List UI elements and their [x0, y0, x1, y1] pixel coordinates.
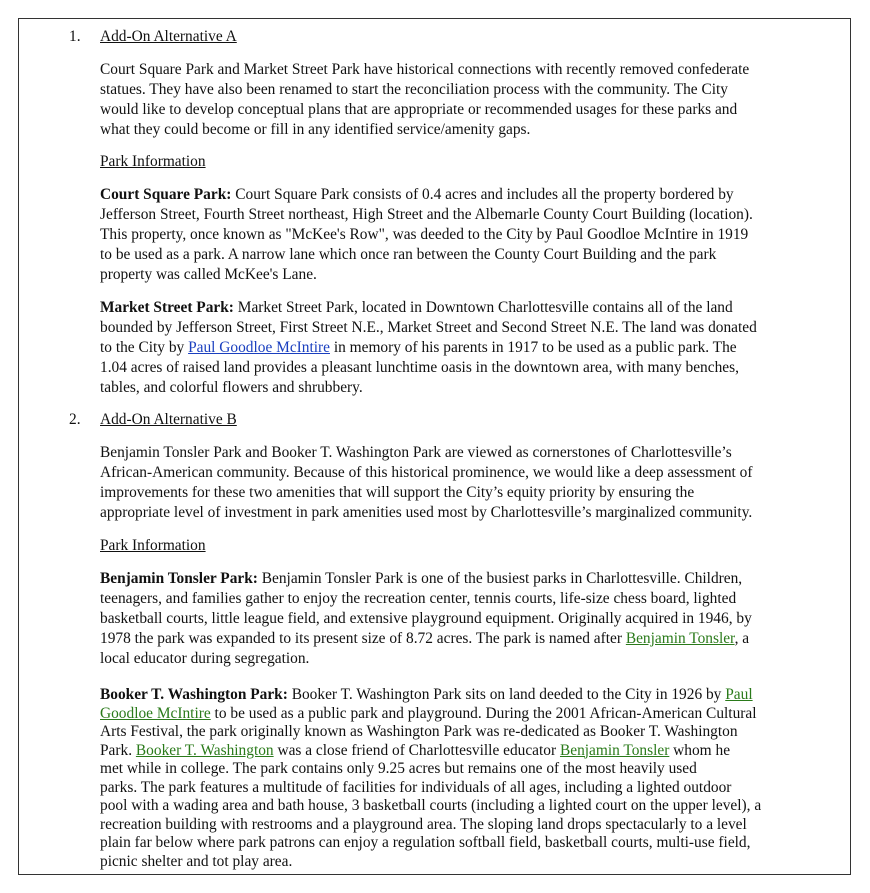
intro-line: improvements for these two amenities that will support the City’s equity priority by ensuring the [100, 484, 695, 501]
park-info-label-1 [100, 152, 800, 172]
paragraph-text: whom he [669, 741, 731, 759]
park-info-label-2 [100, 536, 800, 556]
item-1-heading [100, 27, 800, 47]
paragraph-line: recreation building with restrooms and a playground area. The sloping land drops spectacularly to a level [100, 815, 747, 833]
paragraph-text: 1978 the park was expanded to its present size of 8.72 acres. The park is named after [100, 630, 626, 647]
item-1-intro [100, 60, 800, 140]
market-street-park-name: Market Street Park: [100, 299, 234, 316]
item-1-number: 1. [69, 28, 81, 45]
paragraph-line: 1.04 acres of raised land provides a pleasant lunchtime oasis in the downtown area, with many benches, [100, 359, 739, 376]
intro-line: what they could become or fill in any identified service/amenity gaps. [100, 121, 531, 138]
intro-line: Benjamin Tonsler Park and Booker T. Washington Park are viewed as cornerstones of Charlottesville’s [100, 444, 732, 461]
paragraph-text: , a [734, 630, 750, 647]
paragraph-line: Arts Festival, the park originally known as Washington Park was re-dedicated as Booker T. Washington [100, 723, 738, 740]
paul-goodloe-mcintire-link[interactable]: Paul [725, 686, 753, 703]
item-2-number: 2. [69, 411, 81, 428]
paul-goodloe-mcintire-link-cont[interactable]: Goodloe McIntire [100, 704, 211, 722]
intro-line: appropriate level of investment in park amenities used most by Charlottesville’s marginalized community. [100, 504, 753, 521]
benjamin-tonsler-link[interactable]: Benjamin Tonsler [559, 741, 670, 759]
paragraph-text: Booker T. Washington Park sits on land deeded to the City in 1926 by [287, 686, 726, 703]
paragraph-line: basketball courts, little league field, and extensive playground equipment. Originally acquired in 1946, by [100, 610, 752, 627]
intro-line: would like to develop conceptual plans that are appropriate or recommended usages for these parks and [100, 101, 738, 118]
paragraph-text: to be used as a public park and playground. During the 2001 African-American Cultural [210, 704, 757, 722]
benjamin-tonsler-park-name: Benjamin Tonsler Park: [100, 570, 258, 587]
paragraph-line: picnic shelter and tot play area. [100, 852, 293, 870]
paragraph-text: Park. [100, 741, 136, 759]
paul-goodloe-mcintire-link[interactable]: Paul Goodloe McIntire [188, 339, 330, 356]
item-1-heading-text: Add-On Alternative A [100, 28, 237, 45]
paragraph-text: to the City by [100, 339, 189, 356]
paragraph-text: was a close friend of Charlottesville educator [273, 741, 560, 759]
paragraph-line: pool with a wading area and bath house, 3 basketball courts (including a lighted court on the upper level), a [100, 797, 762, 814]
intro-line: African-American community. Because of this historical prominence, we would like a deep assessment of [100, 464, 753, 481]
paragraph-line: to be used as a park. A narrow lane which once ran between the County Court Building and the park [100, 246, 717, 263]
intro-line: statues. They have also been renamed to start the reconciliation process with the community. The City [100, 81, 728, 98]
paragraph-line: plain far below where park patrons can enjoy a regulation softball field, basketball courts, multi-use field, [100, 834, 751, 851]
court-square-park-name: Court Square Park: [100, 186, 232, 203]
market-street-park-paragraph [100, 298, 800, 398]
booker-t-washington-park-paragraph [100, 686, 800, 871]
item-2-intro [100, 443, 800, 523]
booker-t-washington-park-name: Booker T. Washington Park: [100, 686, 288, 703]
park-info-label-text: Park Information [100, 153, 206, 170]
item-2-heading-text: Add-On Alternative B [100, 411, 237, 428]
item-2-heading [100, 410, 800, 430]
paragraph-line: teenagers, and families gather to enjoy the recreation center, tennis courts, life-size chess board, lighted [100, 590, 737, 607]
paragraph-line: local educator during segregation. [100, 650, 310, 667]
paragraph-line: parks. The park features a multitude of facilities for individuals of all ages, including a lighted outdoor [100, 778, 732, 796]
paragraph-line: bounded by Jefferson Street, First Street N.E., Market Street and Second Street N.E. The land was donated [100, 319, 757, 336]
document-page [18, 18, 851, 875]
paragraph-line: Jefferson Street, Fourth Street northeast, High Street and the Albemarle County Court Building (location). [100, 206, 753, 223]
paragraph-line: met while in college. The park contains only 9.25 acres but remains one of the most heavily used [100, 760, 697, 777]
paragraph-line: tables, and colorful flowers and shrubbery. [100, 379, 363, 396]
park-info-label-text: Park Information [100, 537, 206, 554]
paragraph-text: Court Square Park consists of 0.4 acres and includes all the property bordered by [231, 186, 734, 203]
paragraph-text: Benjamin Tonsler Park is one of the busiest parks in Charlottesville. Children, [257, 570, 743, 587]
paragraph-text: in memory of his parents in 1917 to be used as a public park. The [329, 339, 737, 356]
court-square-park-paragraph [100, 185, 800, 285]
benjamin-tonsler-park-paragraph [100, 569, 800, 669]
paragraph-line: property was called McKee's Lane. [100, 266, 317, 283]
paragraph-line: This property, once known as "McKee's Row", was deeded to the City by Paul Goodloe McIntire in 1919 [100, 226, 749, 243]
intro-line: Court Square Park and Market Street Park have historical connections with recently removed confederate [100, 61, 750, 78]
benjamin-tonsler-link[interactable]: Benjamin Tonsler [625, 630, 735, 647]
paragraph-text: Market Street Park, located in Downtown Charlottesville contains all of the land [233, 299, 733, 316]
booker-t-washington-link[interactable]: Booker T. Washington [135, 741, 274, 759]
